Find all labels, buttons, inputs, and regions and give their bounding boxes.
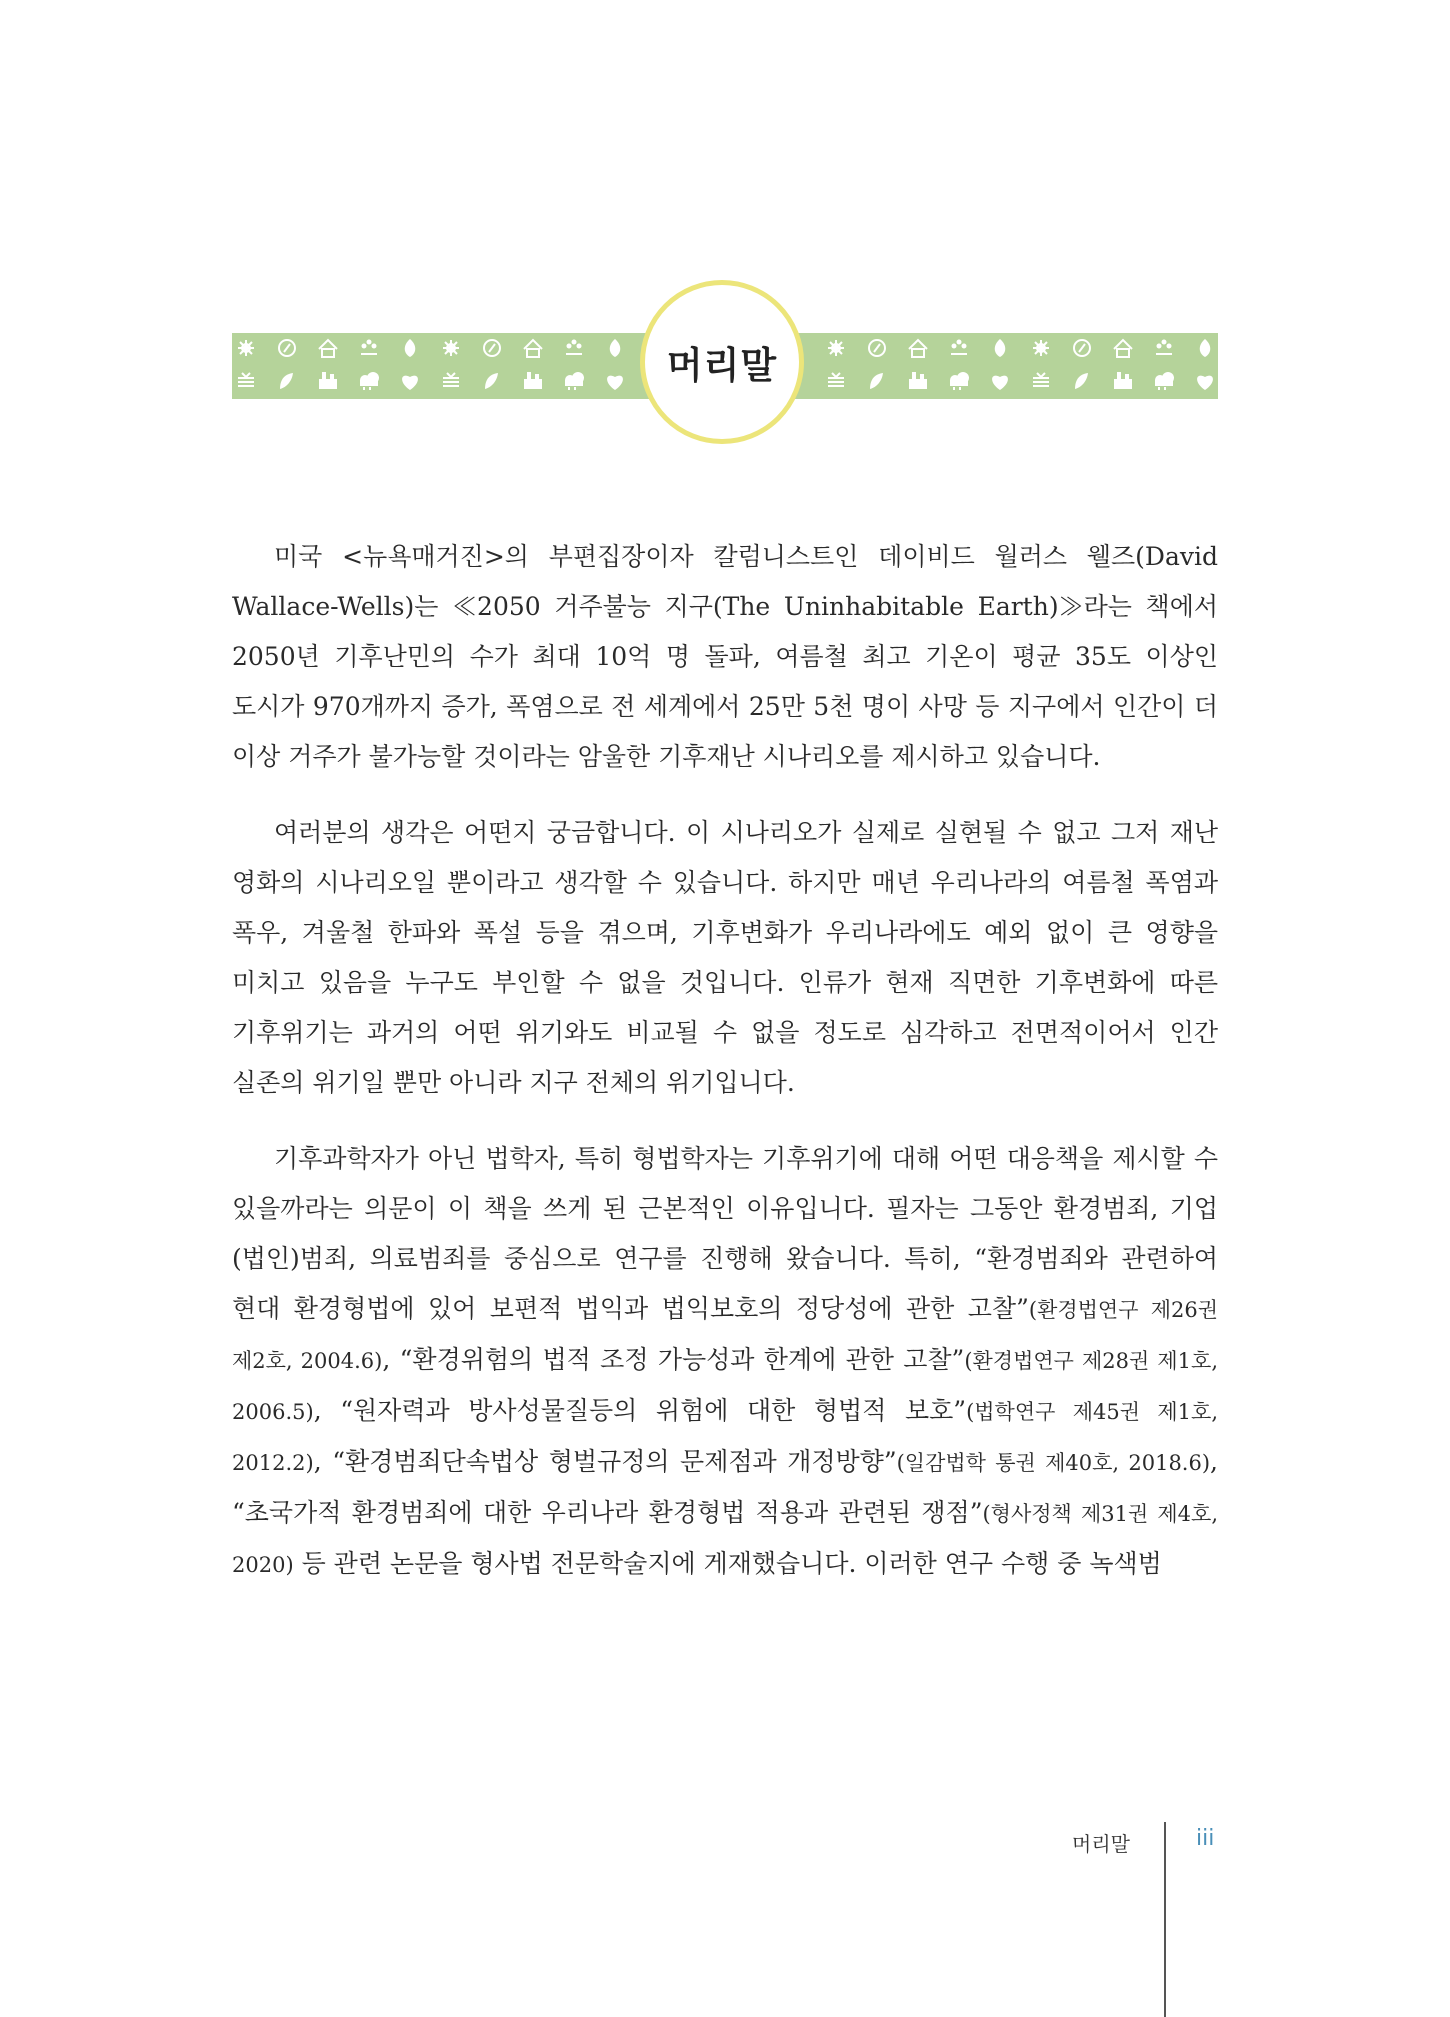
paragraph-3-text: , “초국가적 환경범죄에 대한 우리나라 환경형법 적용과 관련된 쟁점”: [232, 1447, 1218, 1527]
footer-section-label: 머리말: [1072, 1832, 1130, 1856]
citation-2: (환경법연구 제28권 제1호, 2006.5): [232, 1349, 1218, 1424]
paragraph-2: 여러분의 생각은 어떤지 궁금합니다. 이 시나리오가 실제로 실현될 수 없고 그저 재난 영화의 시나리오일 뿐이라고 생각할 수 있습니다. 하지만 매년 우리나라의 여름철 폭염과 폭우, 겨울철 한파와 폭설 등을 겪으며, 기후변화가 우리나라에도 예외 없이 큰 영향을 미치고 있음을 누구도 부인할 수 없을 것입니다. 인류가 현재 직면한 기후변화에 따른 기후위기는 과거의 어떤 위기와도 비교될 수 없을 정도로 심각하고 전면적이어서 인간 실존의 위기일 뿐만 아니라 지구 전체의 위기입니다.: [232, 818, 1218, 1097]
title-badge: [640, 280, 804, 444]
paragraph-3-text: 기후과학자가 아닌 법학자, 특히 형법학자는 기후위기에 대해 어떤 대응책을 제시할 수 있을까라는 의문이 이 책을 쓰게 된 근본적인 이유입니다. 필자는 그동안 환경범죄, 기업(법인)범죄, 의료범죄를 중심으로 연구를 진행해 왔습니다. 특히, “환경범죄와 관련하여 현대 환경형법에 있어 보편적 법익과 법익보호의 정당성에 관한 고찰”: [232, 1144, 1218, 1323]
paragraph-3-text: , “환경위험의 법적 조정 가능성과 한계에 관한 고찰”: [382, 1345, 965, 1374]
paragraph-3: [232, 1134, 1218, 1590]
paragraph-3-text: , “환경범죄단속법상 형벌규정의 문제점과 개정방향”: [313, 1447, 897, 1476]
citation-4: (일감법학 통권 제40호, 2018.6): [896, 1451, 1211, 1475]
paragraph-1: 미국 <뉴욕매거진>의 부편집장이자 칼럼니스트인 데이비드 월러스 웰즈(David Wallace-Wells)는 ≪2050 거주불능 지구(The Uninhabitable Earth)≫라는 책에서 2050년 기후난민의 수가 최대 10억 명 돌파, 여름철 최고 기온이 평균 35도 이상인 도시가 970개까지 증가, 폭염으로 전 세계에서 25만 5천 명이 사망 등 지구에서 인간이 더 이상 거주가 불가능할 것이라는 암울한 기후재난 시나리오를 제시하고 있습니다.: [232, 542, 1218, 771]
page-number: iii: [1196, 1826, 1215, 1851]
citation-3: (법학연구 제45권 제1호, 2012.2): [232, 1400, 1218, 1475]
body-text: [232, 532, 1218, 1616]
paragraph-3-text: 등 관련 논문을 형사법 전문학술지에 게재했습니다. 이러한 연구 수행 중 녹색범: [293, 1549, 1162, 1578]
citation-5: (형사정책 제31권 제4호, 2020): [232, 1502, 1218, 1577]
citation-1: (환경법연구 제26권 제2호, 2004.6): [232, 1298, 1219, 1373]
paragraph-3-text: , “원자력과 방사성물질등의 위험에 대한 형법적 보호”: [313, 1396, 967, 1425]
footer-divider: [1164, 1822, 1166, 2017]
page-title: 머리말: [666, 344, 778, 387]
